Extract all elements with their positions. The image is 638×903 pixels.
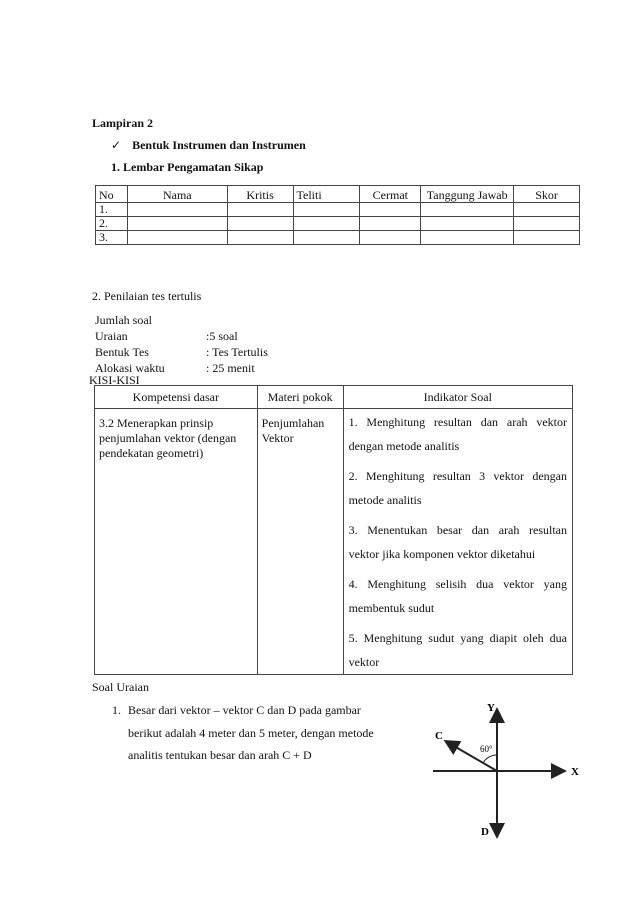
header-cermat: Cermat <box>360 186 421 203</box>
header-indikator: Indikator Soal <box>343 386 572 409</box>
table-row <box>96 203 580 217</box>
sikap-table <box>95 185 580 245</box>
question-line-3: analitis tentukan besar dan arah C + D <box>128 748 312 762</box>
alokasi-value: : 25 menit <box>206 361 255 375</box>
section-tes-title: 2. Penilaian tes tertulis <box>92 289 202 303</box>
indikator-cell <box>343 409 572 675</box>
soal-uraian-title: Soal Uraian <box>92 680 149 694</box>
checkmark-item-label: Bentuk Instrumen dan Instrumen <box>132 138 306 152</box>
uraian-label: Uraian <box>95 329 128 343</box>
header-nama: Nama <box>127 186 227 203</box>
header-tanggung-jawab: Tanggung Jawab <box>421 186 514 203</box>
indikator-item: 2. Menghitung resultan 3 vektor dengan metode analitis <box>348 469 567 507</box>
table-row <box>96 217 580 231</box>
header-materi: Materi pokok <box>257 386 343 409</box>
angle-label: 60° <box>480 744 493 754</box>
header-teliti: Teliti <box>293 186 360 203</box>
question-number: 1. <box>112 703 121 717</box>
vector-figure <box>425 695 595 845</box>
y-label: Y <box>487 702 495 714</box>
x-label: X <box>571 766 579 778</box>
section-sikap-title: 1. Lembar Pengamatan Sikap <box>111 160 264 174</box>
header-kompetensi: Kompetensi dasar <box>95 386 258 409</box>
c-label: C <box>435 730 443 742</box>
checkmark-item <box>111 138 306 153</box>
uraian-value: :5 soal <box>206 329 238 343</box>
kompetensi-cell: 3.2 Menerapkan prinsip penjumlahan vektor (dengan pendekatan geometri) <box>95 409 258 675</box>
kisi-header-row <box>95 386 573 409</box>
indikator-item: 3. Menentukan besar dan arah resultan vektor jika komponen vektor diketahui <box>348 523 567 561</box>
header-skor: Skor <box>514 186 580 203</box>
materi-cell: Penjumlahan Vektor <box>257 409 343 675</box>
question-line-2: berikut adalah 4 meter dan 5 meter, dengan metode <box>128 726 374 740</box>
jumlah-soal: Jumlah soal <box>95 313 152 327</box>
angle-arc <box>483 755 497 763</box>
kisi-title: KISI-KISI <box>89 373 140 387</box>
indikator-item: 4. Menghitung selisih dua vektor yang membentuk sudut <box>348 577 567 615</box>
bentuk-value: : Tes Tertulis <box>206 345 268 359</box>
row-number: 2. <box>96 217 128 231</box>
d-label: D <box>481 826 489 838</box>
table-row <box>96 231 580 245</box>
header-no: No <box>96 186 128 203</box>
header-kritis: Kritis <box>227 186 293 203</box>
question-line-1: Besar dari vektor – vektor C dan D pada gambar <box>128 703 361 717</box>
kisi-table <box>94 385 573 675</box>
row-number: 3. <box>96 231 128 245</box>
page-heading: Lampiran 2 <box>92 116 154 130</box>
indikator-item: 1. Menghitung resultan dan arah vektor dengan metode analitis <box>348 415 567 453</box>
row-number: 1. <box>96 203 128 217</box>
alokasi-label: Alokasi waktu <box>95 361 165 375</box>
bentuk-label: Bentuk Tes <box>95 345 149 359</box>
sikap-header-row <box>96 186 580 203</box>
checkmark-icon: ✓ <box>111 138 122 152</box>
indikator-item: 5. Menghitung sudut yang diapit oleh dua vektor <box>348 631 567 669</box>
table-row <box>95 409 573 675</box>
